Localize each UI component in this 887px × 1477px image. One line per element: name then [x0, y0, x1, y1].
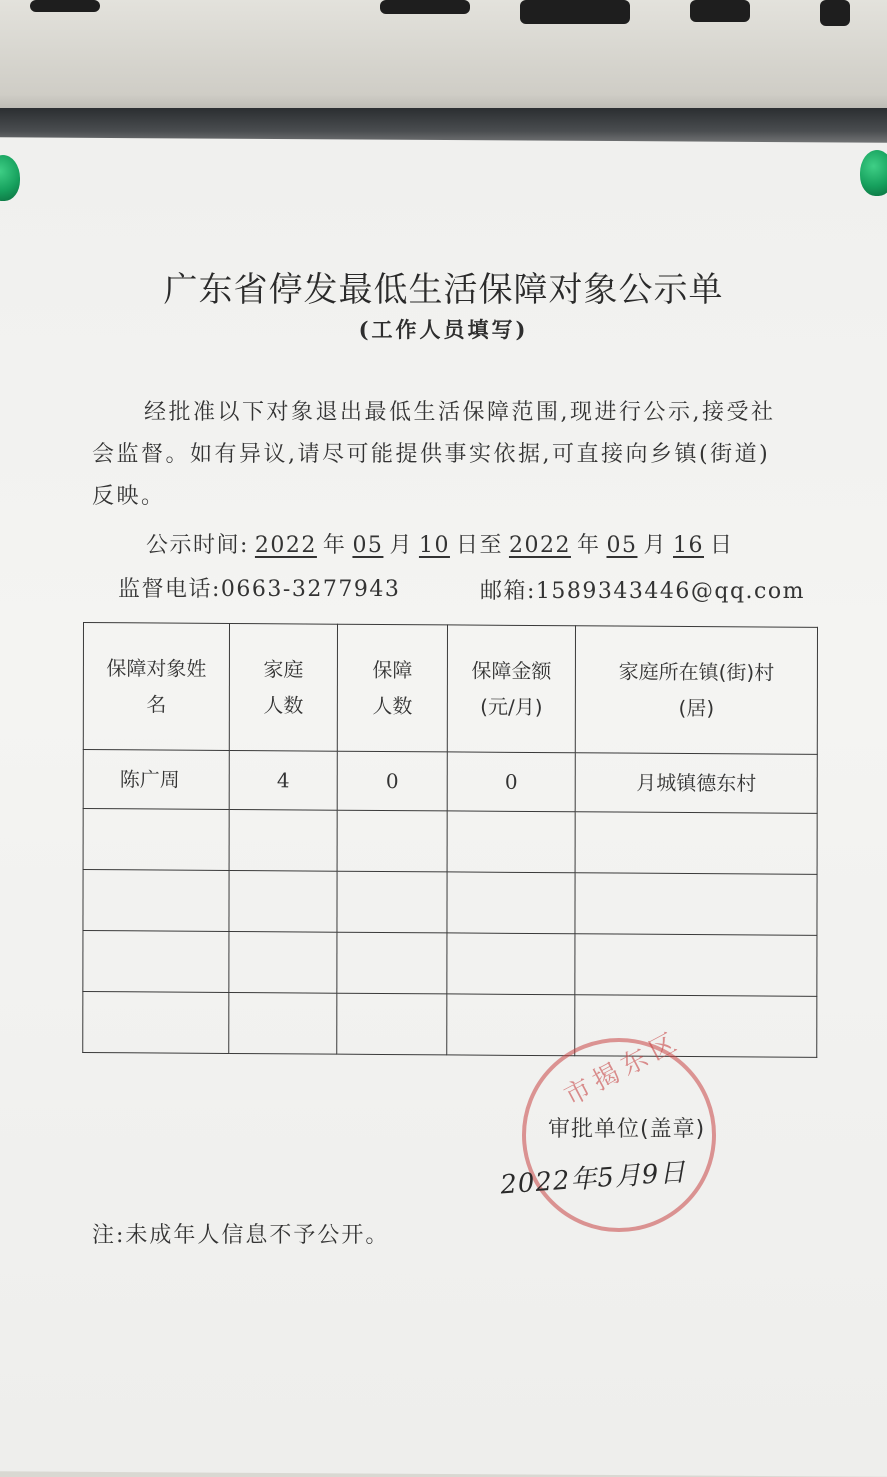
- period-year-unit: 年: [576, 533, 601, 558]
- push-pin-icon: [860, 150, 887, 196]
- table-cell: [447, 811, 575, 873]
- table-cell: [447, 872, 575, 934]
- table-cell: [83, 931, 229, 993]
- wall-marking: [30, 0, 100, 12]
- table-cell: [83, 991, 229, 1053]
- period-to: 日至: [455, 533, 503, 558]
- email-label: 邮箱:: [480, 579, 536, 604]
- period-end-month: 05: [606, 533, 638, 558]
- table-cell: [229, 992, 337, 1054]
- page-subtitle: (工作人员填写): [358, 317, 529, 342]
- table-header-cell: 保障人数: [337, 624, 447, 752]
- table-cell: 0: [447, 752, 575, 812]
- table-cell: [447, 994, 575, 1056]
- phone-number: 0663-3277943: [220, 577, 401, 602]
- email-address: 1589343446@qq.com: [535, 579, 805, 604]
- table-cell: [575, 934, 817, 997]
- table-header-cell: 家庭人数: [229, 623, 337, 751]
- table-row: [83, 991, 817, 1057]
- table-cell: [337, 993, 447, 1055]
- table-cell: [337, 932, 447, 994]
- period-start-day: 10: [418, 533, 450, 558]
- table-header-cell: 保障金额(元/月): [447, 625, 575, 753]
- table-cell: 陈广周: [83, 750, 229, 810]
- period-end-year: 2022: [508, 533, 571, 558]
- wall-marking: [520, 0, 630, 24]
- period-end-day: 16: [673, 533, 704, 558]
- intro-paragraph: 经批准以下对象退出最低生活保障范围,现进行公示,接受社会监督。如有异议,请尽可能提供事实依据,可直接向乡镇(街道)反映。: [92, 400, 776, 509]
- table-cell: [229, 870, 337, 932]
- wall-marking: [690, 0, 750, 22]
- table-row: [83, 750, 817, 814]
- period-start-month: 05: [352, 533, 384, 558]
- period-label: 公示时间:: [146, 533, 249, 558]
- seal-text: 市揭东区: [559, 1025, 687, 1113]
- table-row: [83, 809, 817, 875]
- period-month-unit: 月: [643, 533, 667, 558]
- email-line: [480, 574, 805, 605]
- table-header-cell: 家庭所在镇(街)村(居): [575, 626, 817, 755]
- table-row: [83, 931, 817, 997]
- page-title: 广东省停发最低生活保障对象公示单: [163, 270, 724, 310]
- table-cell: [337, 810, 447, 872]
- phone-label: 监督电话:: [118, 577, 221, 602]
- table-cell: [229, 809, 337, 871]
- table-cell: [575, 812, 817, 875]
- approval-date: 2022年5月9日: [499, 1157, 688, 1201]
- table-cell: [83, 870, 229, 932]
- table-cell: 0: [337, 751, 447, 811]
- table-cell: [575, 995, 817, 1058]
- table-cell: 月城镇德东村: [575, 753, 817, 814]
- table-cell: [83, 809, 229, 871]
- table-cell: [229, 931, 337, 993]
- period-year-unit: 年: [322, 533, 347, 558]
- approval-label: 审批单位(盖章): [548, 1117, 706, 1142]
- wall-marking: [820, 0, 850, 26]
- period-start-year: 2022: [254, 533, 317, 558]
- table-cell: 4: [229, 750, 337, 810]
- recipient-table: [82, 622, 818, 1058]
- table-row: [83, 870, 817, 936]
- footnote: 注:未成年人信息不予公开。: [92, 1223, 390, 1248]
- table-cell: [447, 933, 575, 995]
- table-cell: [575, 873, 817, 936]
- period-day-unit: 日: [710, 533, 734, 558]
- table-header-row: [83, 623, 817, 755]
- table-cell: [337, 871, 447, 933]
- contact-line: [118, 572, 400, 603]
- table-header-cell: 保障对象姓名: [83, 623, 229, 751]
- publicity-period: [146, 528, 734, 559]
- period-month-unit: 月: [389, 533, 413, 558]
- wall-marking: [380, 0, 470, 14]
